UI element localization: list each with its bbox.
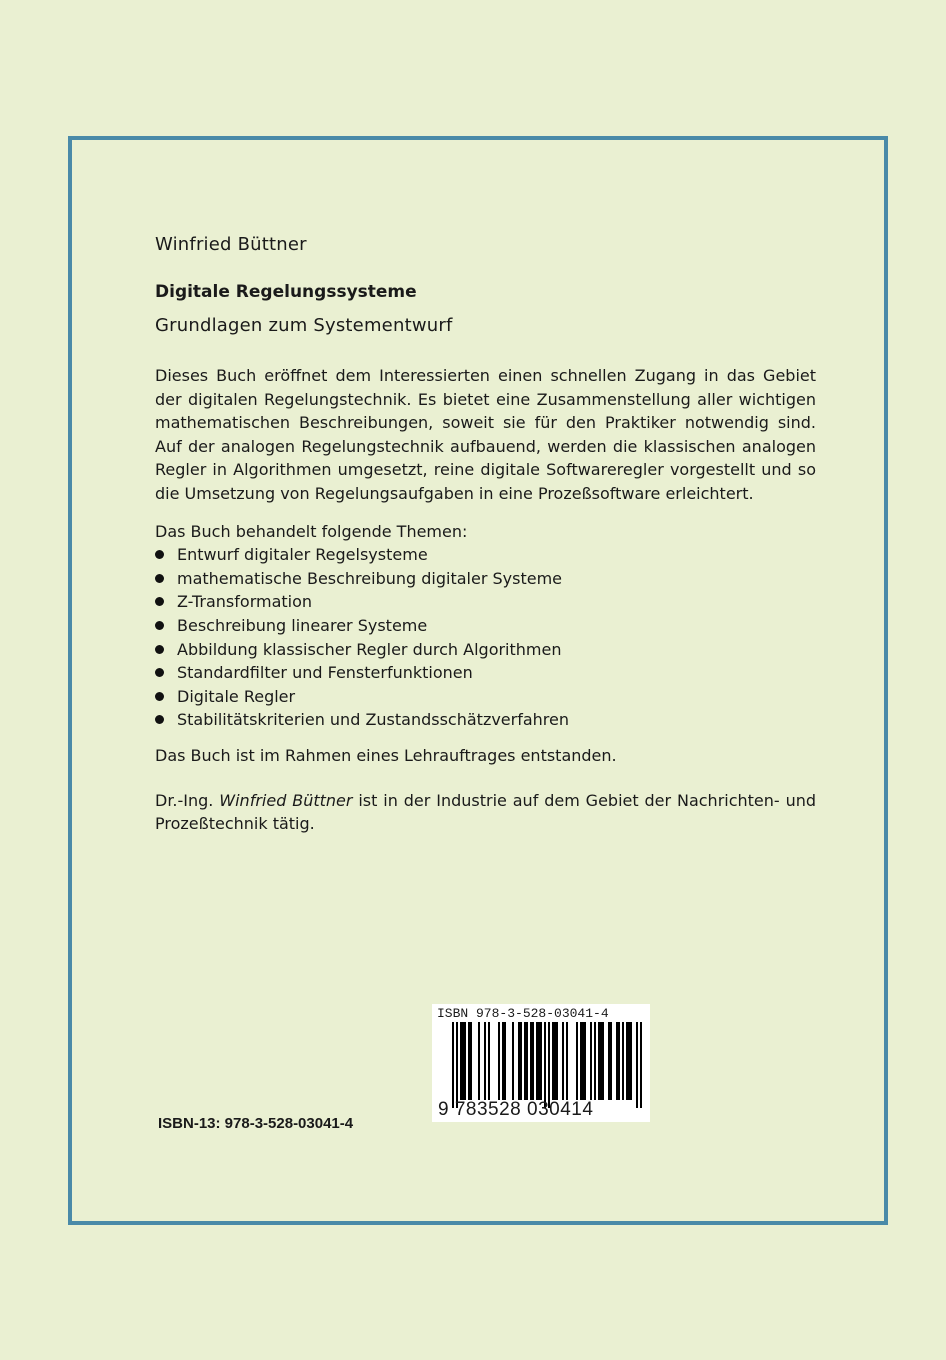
- topic-item: [155, 638, 816, 662]
- barcode-bar: [554, 1022, 556, 1100]
- origin-note: Das Buch ist im Rahmen eines Lehrauftrages entstanden.: [155, 745, 617, 765]
- barcode-bar: [484, 1022, 486, 1100]
- barcode-bar: [512, 1022, 514, 1100]
- topic-item: [155, 590, 816, 614]
- barcode-bar: [590, 1022, 592, 1100]
- barcode-bar: [600, 1022, 602, 1100]
- barcode-bar: [584, 1022, 586, 1100]
- barcode-bar: [470, 1022, 472, 1100]
- bullet-icon: [155, 574, 164, 583]
- barcode-bar: [626, 1022, 628, 1100]
- topic-label: Stabilitätskriterien und Zustandsschätzverfahren: [177, 710, 570, 730]
- barcode-bar: [536, 1022, 538, 1100]
- barcode-bar: [498, 1022, 500, 1100]
- barcode-bar: [524, 1022, 526, 1100]
- barcode-bar: [532, 1022, 534, 1100]
- barcode-bar: [598, 1022, 600, 1100]
- barcode-bar: [552, 1022, 554, 1100]
- description: Dieses Buch eröffnet dem Interessierten einen schnellen Zugang in das Gebiet der digitalen Regelungstechnik. Es bietet eine Zusammenstellung aller wichtigen mathematischen Beschreibungen, soweit sie für den Praktiker notwendig sind. Auf der analogen Regelungstechnik aufbauend, werden die klassischen analogen Regler in Algorithmen umgesetzt, reine digitale Softwareregler vorgestellt und so die Umsetzung von Regelungsaufgaben in eine Prozeßsoftware erleichtert.: [155, 366, 816, 503]
- bullet-icon: [155, 645, 164, 654]
- bullet-icon: [155, 715, 164, 724]
- barcode-bar: [594, 1022, 596, 1100]
- barcode-bar: [618, 1022, 620, 1100]
- barcode-bar: [576, 1022, 578, 1100]
- bullet-icon: [155, 597, 164, 606]
- bullet-icon: [155, 550, 164, 559]
- topic-label: Beschreibung linearer Systeme: [177, 615, 428, 635]
- barcode-bar: [502, 1022, 504, 1100]
- topics-intro: Das Buch behandelt folgende Themen:: [155, 521, 468, 541]
- topic-label: Abbildung klassischer Regler durch Algorithmen: [177, 639, 562, 659]
- bullet-icon: [155, 668, 164, 677]
- barcode-bar: [468, 1022, 470, 1100]
- barcode-bar: [562, 1022, 564, 1100]
- barcode-bar: [640, 1022, 642, 1108]
- barcode-bar: [628, 1022, 630, 1100]
- barcode-bar: [544, 1022, 546, 1108]
- barcode-bar: [478, 1022, 480, 1100]
- topic-label: Digitale Regler: [177, 686, 296, 706]
- bio-author-name: Winfried Büttner: [219, 790, 353, 810]
- barcode-bar: [608, 1022, 610, 1100]
- barcode-bar: [456, 1022, 458, 1108]
- back-cover-text: [155, 232, 816, 836]
- barcode-bar: [518, 1022, 520, 1100]
- barcode-bar: [622, 1022, 624, 1100]
- topic-label: Entwurf digitaler Regelsysteme: [177, 545, 428, 565]
- barcode-bar: [556, 1022, 558, 1100]
- topic-item: [155, 614, 816, 638]
- book-title: Digitale Regelungssysteme: [155, 282, 417, 302]
- bullet-icon: [155, 621, 164, 630]
- barcode-bar: [462, 1022, 464, 1100]
- barcode-bar: [504, 1022, 506, 1100]
- barcode-isbn-text: ISBN 978-3-528-03041-4: [437, 1006, 609, 1021]
- topic-item: [155, 567, 816, 591]
- barcode-bar: [520, 1022, 522, 1100]
- isbn13-label: ISBN-13: 978-3-528-03041-4: [158, 1115, 354, 1132]
- topic-item: [155, 661, 816, 685]
- topic-label: Standardfilter und Fensterfunktionen: [177, 663, 473, 683]
- topics-list: [155, 543, 816, 732]
- author-bio: [155, 789, 816, 836]
- topic-item: [155, 543, 816, 567]
- barcode-bar: [616, 1022, 618, 1100]
- barcode-bar: [464, 1022, 466, 1100]
- barcode-bar: [460, 1022, 462, 1100]
- book-subtitle: Grundlagen zum Systementwurf: [155, 315, 453, 336]
- barcode-bar: [548, 1022, 550, 1108]
- barcode-bar: [530, 1022, 532, 1100]
- barcode-bar: [566, 1022, 568, 1100]
- topic-label: Z-Transformation: [177, 592, 313, 612]
- barcode-bar: [488, 1022, 490, 1100]
- barcode-bar: [602, 1022, 604, 1100]
- barcode-bar: [452, 1022, 454, 1108]
- bio-suffix: ist in der Industrie auf dem Gebiet der Nachrichten- und Prozeßtechnik tätig.: [155, 790, 817, 834]
- barcode-bar: [630, 1022, 632, 1100]
- barcode-bar: [636, 1022, 638, 1108]
- barcode-bar: [610, 1022, 612, 1100]
- bullet-icon: [155, 692, 164, 701]
- barcode-bar: [540, 1022, 542, 1100]
- author-name: Winfried Büttner: [155, 234, 307, 255]
- barcode-bar: [580, 1022, 582, 1100]
- barcode-bar: [582, 1022, 584, 1100]
- barcode-bar: [526, 1022, 528, 1100]
- topic-item: [155, 708, 816, 732]
- topic-label: mathematische Beschreibung digitaler Systeme: [177, 568, 562, 588]
- barcode-digits: 9 783528 030414: [438, 1099, 594, 1120]
- isbn-barcode: [432, 1004, 650, 1122]
- topic-item: [155, 685, 816, 709]
- bio-prefix: Dr.-Ing.: [155, 790, 214, 810]
- barcode-bar: [538, 1022, 540, 1100]
